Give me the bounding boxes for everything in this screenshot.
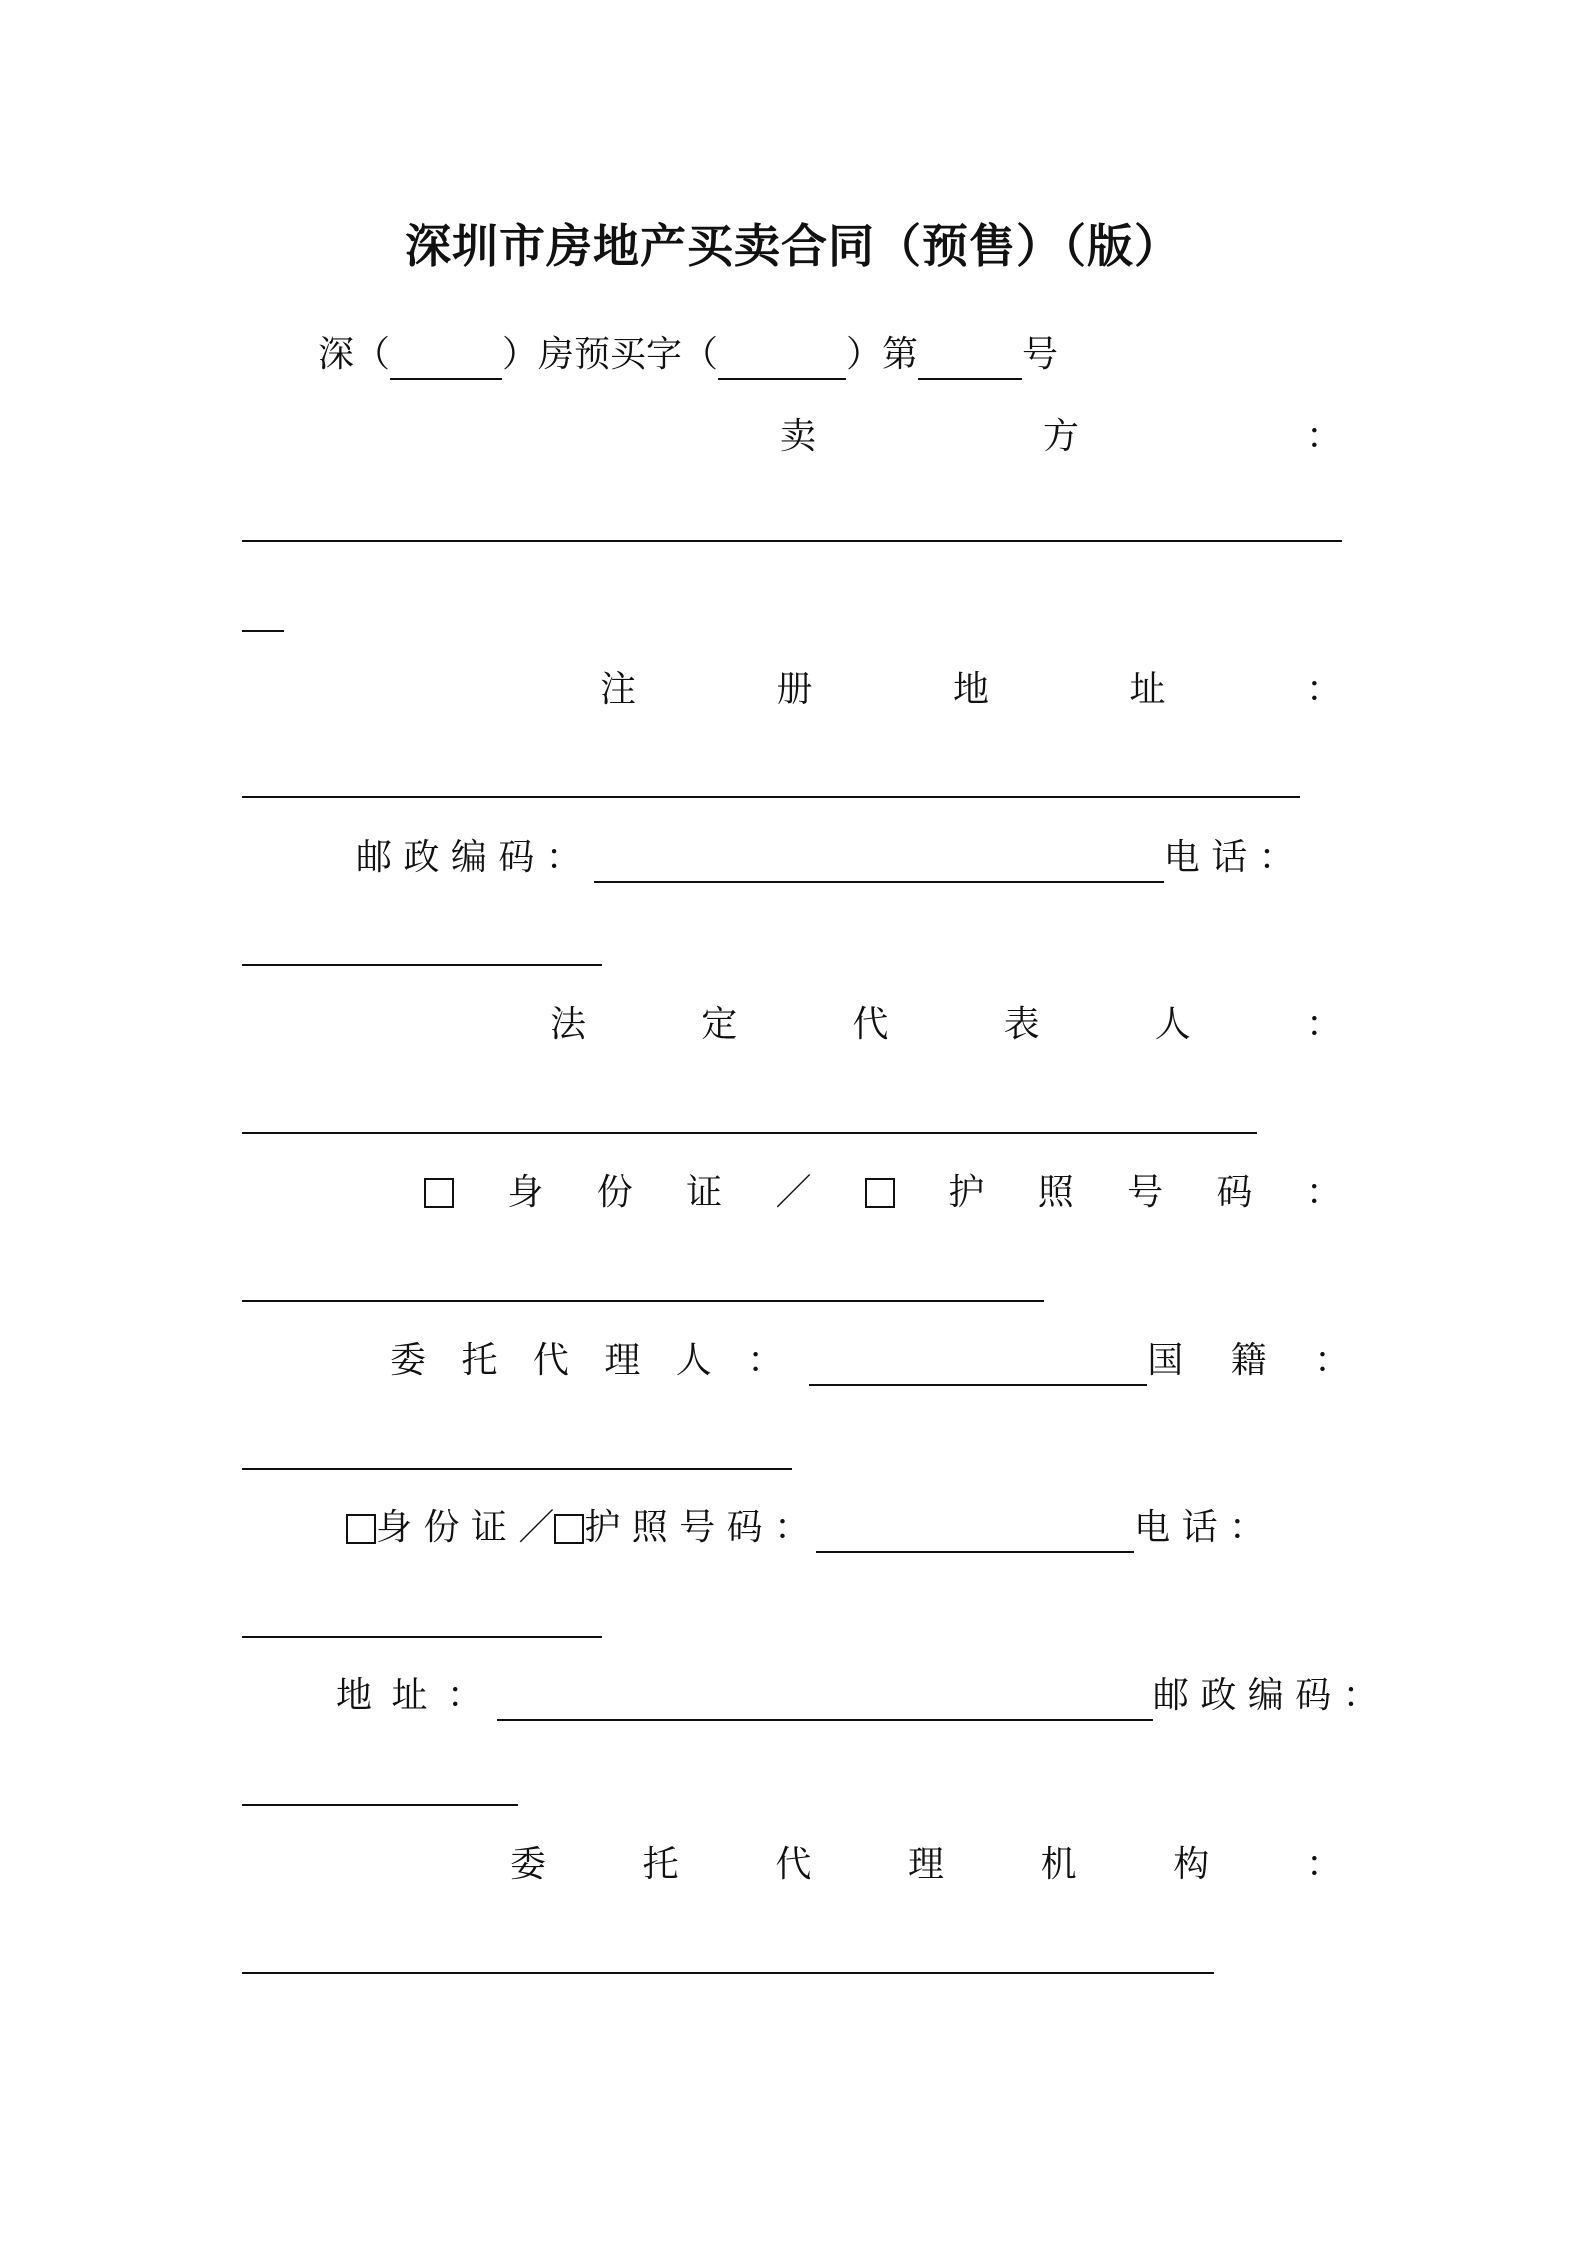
agent-blank[interactable] bbox=[809, 1350, 1147, 1386]
id-char: 份 bbox=[596, 1172, 633, 1213]
id-char: 证 bbox=[686, 1172, 723, 1213]
legal-rep-char: 表 bbox=[1003, 1004, 1040, 1045]
year-blank[interactable] bbox=[718, 344, 846, 380]
agency-label-row bbox=[510, 1840, 1342, 1890]
agent-passport-checkbox[interactable] bbox=[554, 1514, 584, 1544]
phone-label: 电 话 ： bbox=[1163, 837, 1295, 878]
doc-no-suffix: 号 bbox=[1022, 334, 1059, 375]
legal-rep-char: 法 bbox=[550, 1004, 587, 1045]
agency-char: 机 bbox=[1040, 1844, 1077, 1885]
legal-rep-label-row bbox=[550, 1000, 1342, 1050]
seller-char: 卖 bbox=[780, 416, 817, 457]
nationality-blank[interactable] bbox=[242, 1468, 792, 1470]
seller-char: 方 bbox=[1042, 416, 1079, 457]
agent-postcode-label: 邮 政 编 码 ： bbox=[1152, 1675, 1379, 1716]
agency-char: 构 bbox=[1173, 1844, 1210, 1885]
address-blank[interactable] bbox=[497, 1685, 1153, 1721]
agent-nationality-row bbox=[390, 1336, 1369, 1386]
legal-rep-char: 人 bbox=[1154, 1004, 1191, 1045]
address-postcode-row bbox=[336, 1671, 1379, 1721]
passport-char: 护 bbox=[948, 1172, 985, 1213]
nationality-label: 国 籍 ： bbox=[1147, 1340, 1369, 1381]
passport-char: 码 bbox=[1216, 1172, 1253, 1213]
legal-rep-char: 定 bbox=[701, 1004, 738, 1045]
reg-address-char: 册 bbox=[776, 669, 813, 710]
agency-colon: ： bbox=[1305, 1844, 1342, 1885]
doc-no-prefix: 深（ bbox=[318, 334, 391, 375]
agency-char: 委 bbox=[510, 1844, 547, 1885]
agency-char: 托 bbox=[642, 1844, 679, 1885]
reg-address-char: 注 bbox=[600, 669, 637, 710]
id-char: 身 bbox=[507, 1172, 544, 1213]
agency-blank[interactable] bbox=[242, 1972, 1214, 1974]
address-label: 地 址 ： bbox=[336, 1675, 487, 1716]
contract-number-line bbox=[318, 330, 1058, 380]
agent-id-label: 身 份 证 ／ bbox=[376, 1507, 555, 1548]
agent-id-phone-row bbox=[346, 1503, 1346, 1553]
number-blank[interactable] bbox=[918, 344, 1022, 380]
district-blank[interactable] bbox=[390, 344, 502, 380]
legal-rep-blank[interactable] bbox=[242, 1132, 1257, 1134]
seller-colon: ： bbox=[1305, 416, 1342, 457]
id-card-checkbox[interactable] bbox=[424, 1178, 454, 1208]
reg-address-char: 址 bbox=[1129, 669, 1166, 710]
seller-blank-line2[interactable] bbox=[242, 630, 284, 632]
agent-passport-label: 护 照 号 码 ： bbox=[584, 1507, 811, 1548]
passport-char: 照 bbox=[1037, 1172, 1074, 1213]
postcode-blank[interactable] bbox=[594, 847, 1164, 883]
reg-address-char: 地 bbox=[952, 669, 989, 710]
agency-char: 理 bbox=[907, 1844, 944, 1885]
reg-address-blank[interactable] bbox=[242, 796, 1300, 798]
reg-address-label-row bbox=[600, 665, 1342, 715]
agent-postcode-blank[interactable] bbox=[242, 1804, 518, 1806]
doc-no-mid1: ）房预买字（ bbox=[502, 334, 719, 375]
reg-address-colon: ： bbox=[1305, 669, 1342, 710]
agent-label: 委 托 代 理 人 ： bbox=[390, 1340, 796, 1381]
legal-rep-char: 代 bbox=[852, 1004, 889, 1045]
seller-label-row bbox=[780, 412, 1342, 462]
seller-blank-line1[interactable] bbox=[242, 540, 1342, 542]
legal-rep-colon: ： bbox=[1305, 1004, 1342, 1045]
passport-char: 号 bbox=[1127, 1172, 1164, 1213]
id-passport-blank[interactable] bbox=[242, 1300, 1044, 1302]
agent-phone-blank[interactable] bbox=[242, 1636, 602, 1638]
doc-no-mid2: ）第 bbox=[846, 334, 919, 375]
agency-char: 代 bbox=[775, 1844, 812, 1885]
agent-id-card-checkbox[interactable] bbox=[346, 1514, 376, 1544]
agent-id-blank[interactable] bbox=[816, 1517, 1134, 1553]
id-passport-colon: ： bbox=[1305, 1172, 1342, 1213]
phone-blank[interactable] bbox=[242, 964, 602, 966]
slash-separator: ／ bbox=[775, 1172, 812, 1213]
document-title: 深圳市房地产买卖合同（预售）（版） bbox=[405, 219, 1181, 273]
id-passport-label-row bbox=[424, 1168, 1342, 1218]
postcode-phone-row bbox=[356, 833, 1346, 883]
postcode-label: 邮 政 编 码 ： bbox=[356, 837, 582, 878]
passport-checkbox[interactable] bbox=[865, 1178, 895, 1208]
agent-phone-label: 电 话 ： bbox=[1134, 1507, 1266, 1548]
